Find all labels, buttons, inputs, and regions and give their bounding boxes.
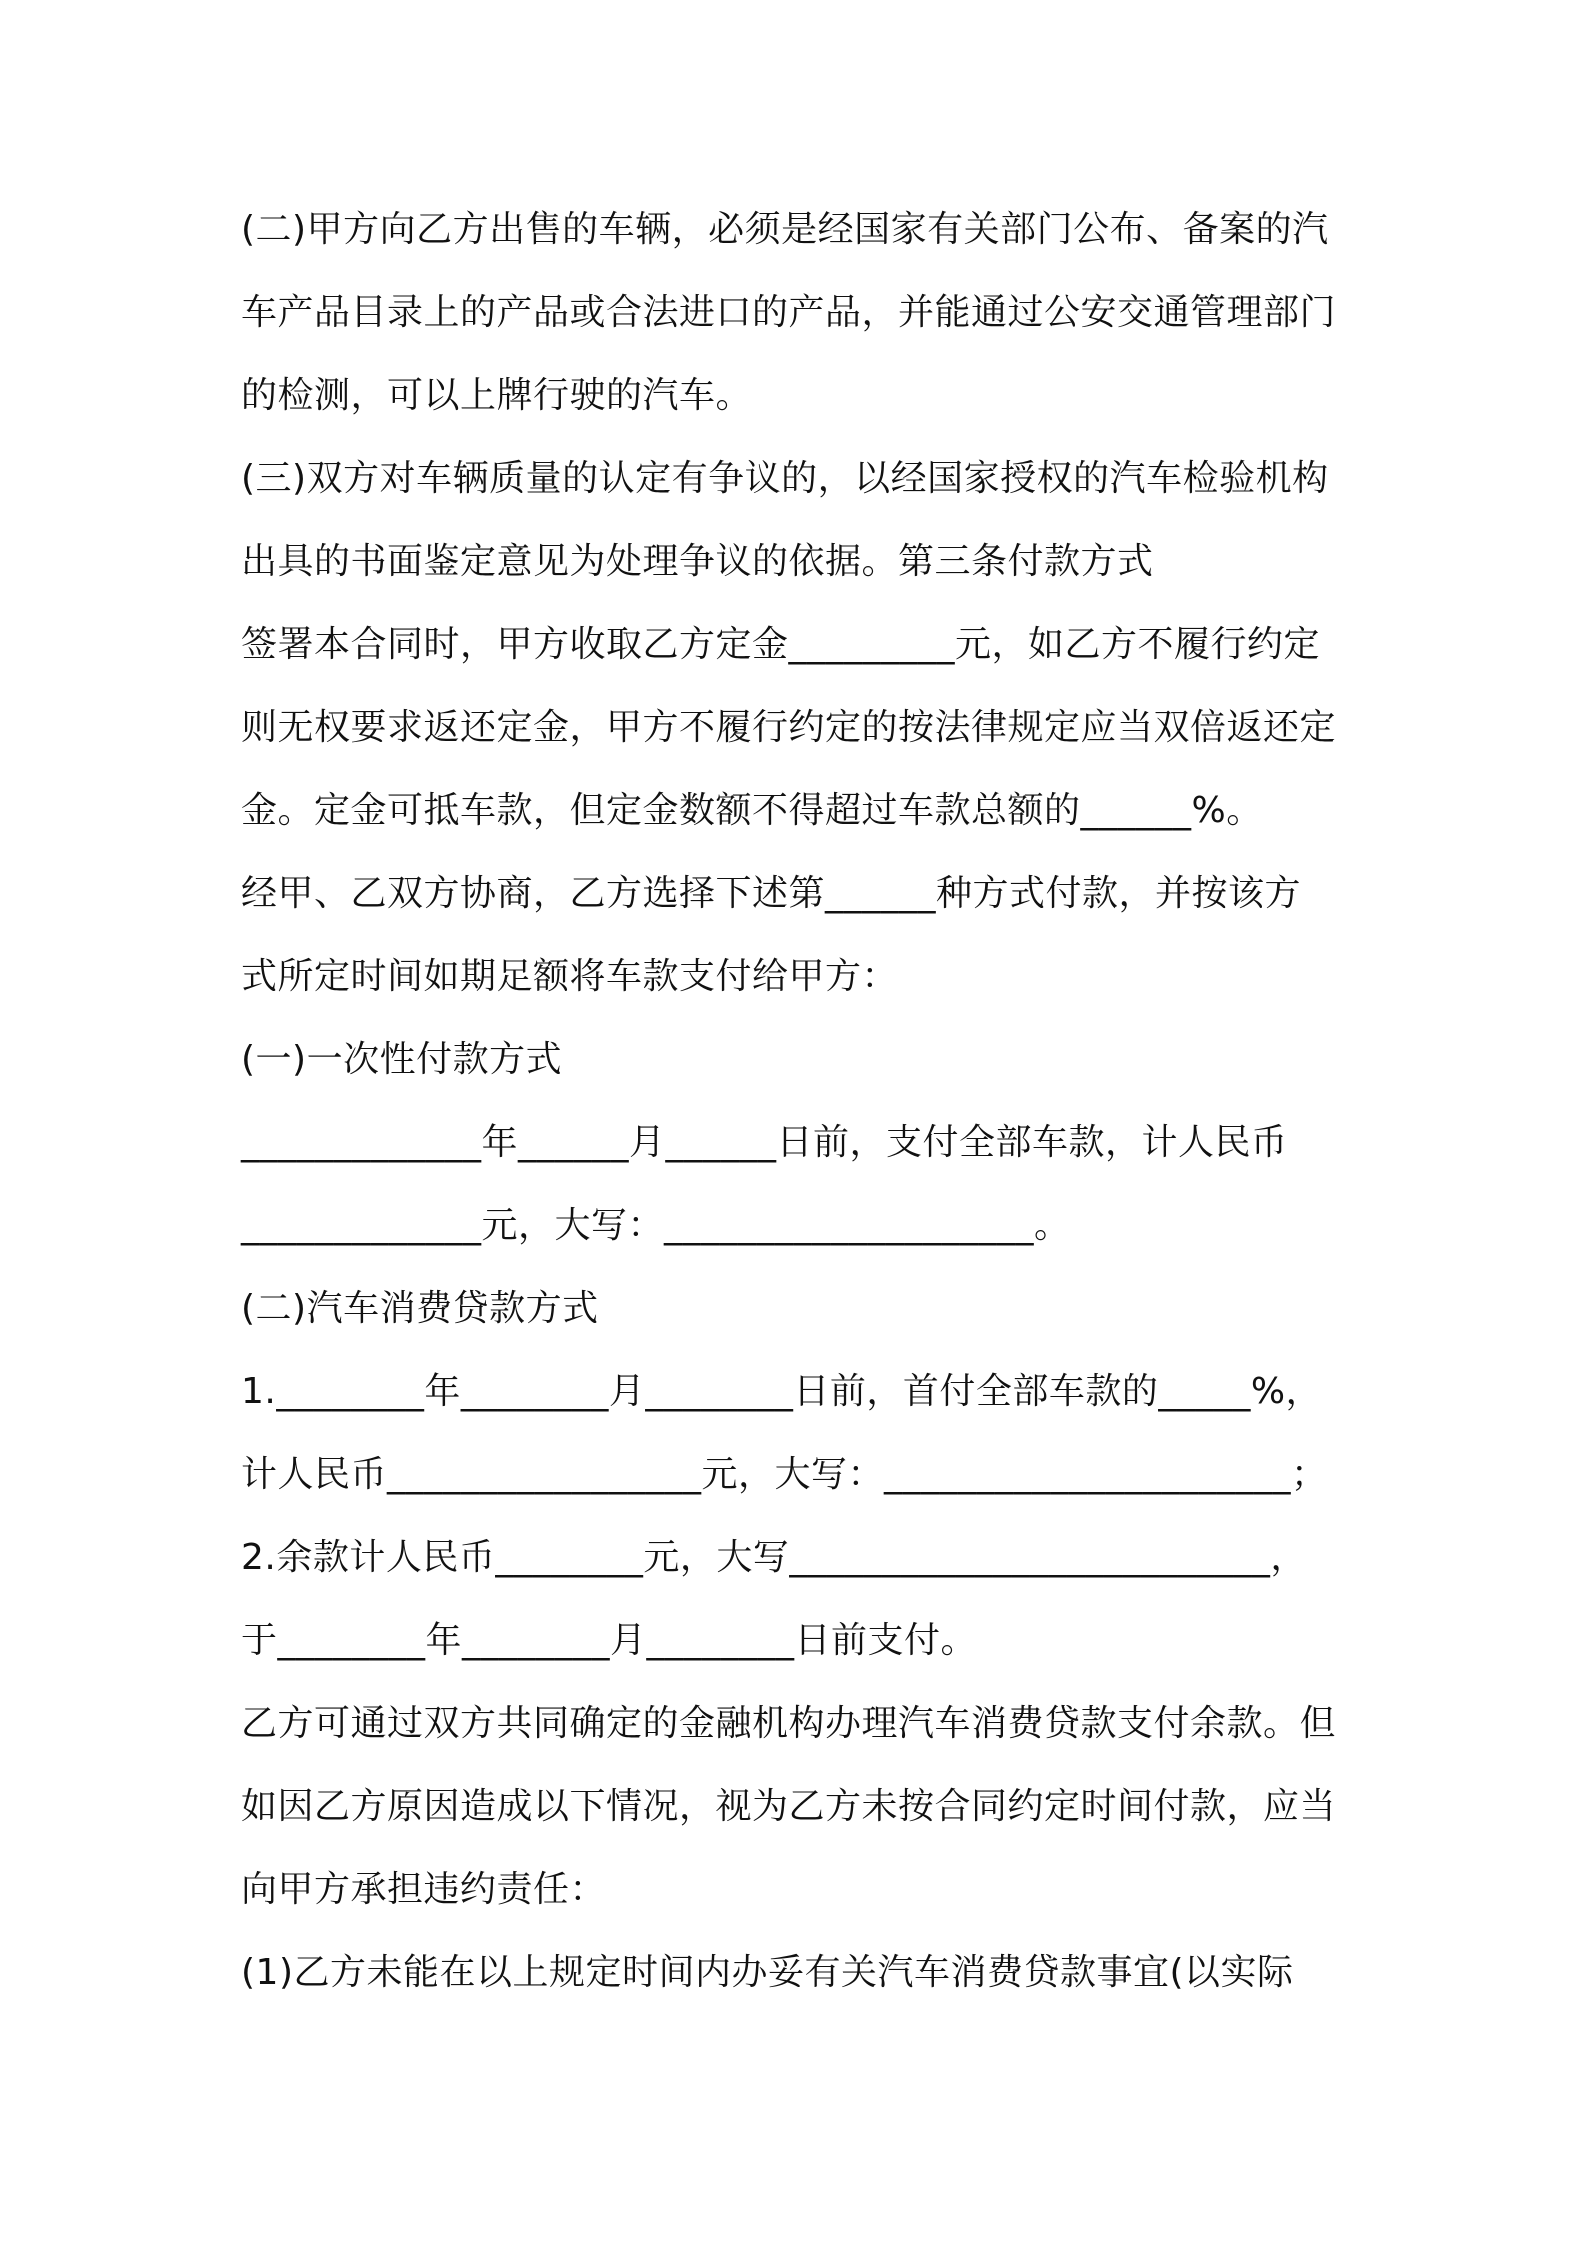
text-line: 式所定时间如期足额将车款支付给甲方： bbox=[241, 956, 899, 997]
text-line: 于________年________月________日前支付。 bbox=[241, 1620, 978, 1661]
text-line: 经甲、乙双方协商，乙方选择下述第______种方式付款，并按该方 bbox=[241, 873, 1302, 914]
text-line: 2.余款计人民币________元，大写__________________________， bbox=[241, 1537, 1307, 1578]
text-line: 计人民币_________________元，大写：______________________； bbox=[241, 1454, 1328, 1495]
text-line: 签署本合同时，甲方收取乙方定金_________元，如乙方不履行约定 bbox=[241, 624, 1321, 665]
section-heading: (二)汽车消费贷款方式 bbox=[241, 1288, 599, 1329]
text-line: 车产品目录上的产品或合法进口的产品，并能通过公安交通管理部门 bbox=[241, 292, 1337, 333]
text-line: 向甲方承担违约责任： bbox=[241, 1869, 607, 1910]
text-line: 1.________年________月________日前，首付全部车款的_____%， bbox=[241, 1371, 1323, 1412]
text-line: (1)乙方未能在以上规定时间内办妥有关汽车消费贷款事宜(以实际 bbox=[241, 1952, 1294, 1993]
text-line: 乙方可通过双方共同确定的金融机构办理汽车消费贷款支付余款。但 bbox=[241, 1703, 1337, 1744]
text-line: 则无权要求返还定金，甲方不履行约定的按法律规定应当双倍返还定 bbox=[241, 707, 1337, 748]
text-line: 出具的书面鉴定意见为处理争议的依据。第三条付款方式 bbox=[241, 541, 1154, 582]
text-line: _____________年______月______日前，支付全部车款，计人民币 bbox=[241, 1122, 1288, 1163]
text-line: (二)甲方向乙方出售的车辆，必须是经国家有关部门公布、备案的汽 bbox=[241, 209, 1329, 250]
text-line: 的检测，可以上牌行驶的汽车。 bbox=[241, 375, 753, 416]
text-line: (三)双方对车辆质量的认定有争议的，以经国家授权的汽车检验机构 bbox=[241, 458, 1329, 499]
section-heading: (一)一次性付款方式 bbox=[241, 1039, 563, 1080]
text-line: 金。定金可抵车款，但定金数额不得超过车款总额的______%。 bbox=[241, 790, 1263, 831]
text-line: _____________元，大写：____________________。 bbox=[241, 1205, 1071, 1246]
text-line: 如因乙方原因造成以下情况，视为乙方未按合同约定时间付款，应当 bbox=[241, 1786, 1337, 1827]
